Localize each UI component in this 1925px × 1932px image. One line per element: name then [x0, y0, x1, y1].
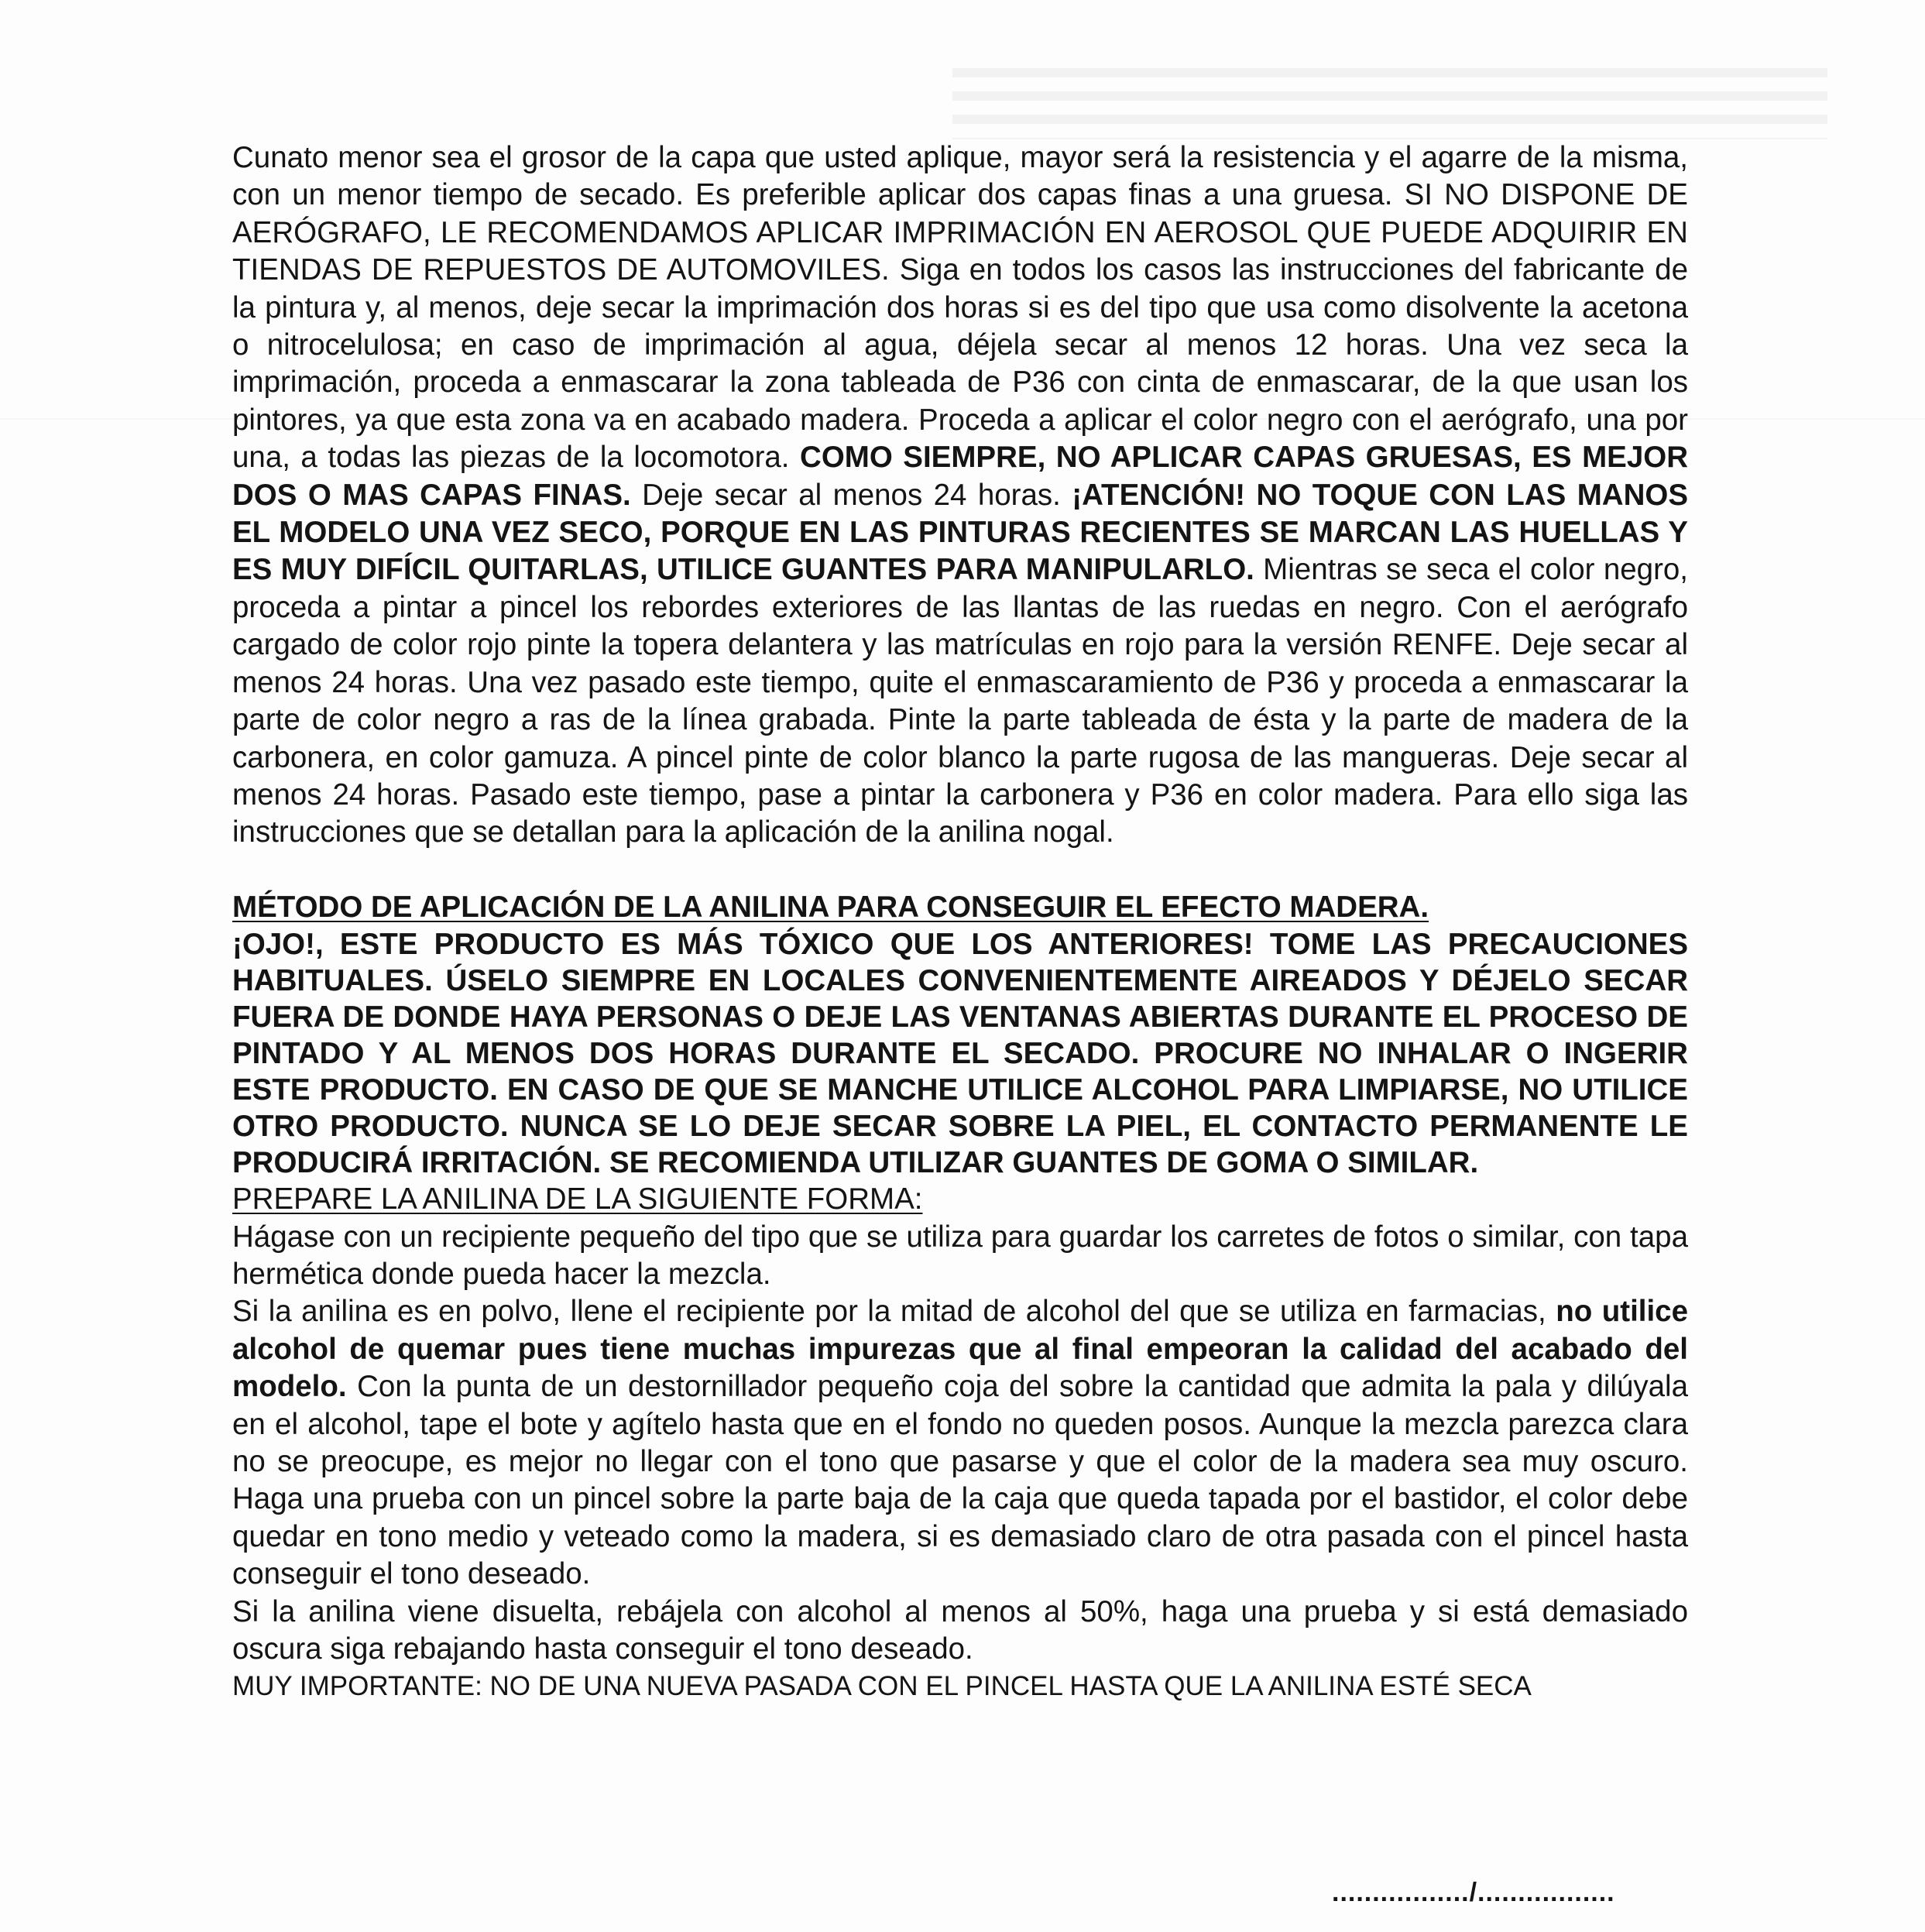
painting-instructions-paragraph [232, 139, 1688, 852]
important-note: MUY IMPORTANTE: NO DE UNA NUEVA PASADA CON EL PINCEL HASTA QUE LA ANILINA ESTÉ SECA [232, 1671, 1532, 1702]
instructions-text-1: Cunato menor sea el grosor de la capa que usted aplique, mayor será la resistencia y el agarre de la misma, con un menor tiempo de secado. Es preferible aplicar dos capas finas a una gruesa. SI NO DISPONE DE AERÓGRAFO, LE RECOMENDAMOS APLICAR IMPRIMACIÓN EN AEROSOL QUE PUEDE ADQUIRIR EN TIENDAS DE REPUESTOS DE AUTOMOVILES. Siga en todos los casos las instrucciones del fabricante de la pintura y, al menos, deje secar la imprimación dos horas si es del tipo que usa como disolvente la acetona o nitrocelulosa; en caso de imprimación al agua, déjela secar al menos 12 horas. Una vez seca la imprimación, proceda a enmascarar la zona tableada de P36 con cinta de enmascarar, de la que usan los pintores, ya que esta zona va en acabado madera. Proceda a aplicar el color negro con el aerógrafo, una por una, a todas las piezas de la locomotora. [232, 141, 1688, 475]
powder-aniline-paragraph [232, 1293, 1688, 1593]
prepare-heading [232, 1181, 1688, 1218]
bleed-through-texture [952, 54, 1827, 139]
instructions-text-2: Deje secar al menos 24 horas. [630, 478, 1072, 512]
toxicity-warning-text: ¡OJO!, ESTE PRODUCTO ES MÁS TÓXICO QUE LOS ANTERIORES! TOME LAS PRECAUCIONES HABITUALES. ÚSELO SIEMPRE EN LOCALES CONVENIENTEMENTE AIREADOS Y DÉJELO SECAR FUERA DE DONDE HAYA PERSONAS O DEJE LAS VENTANAS ABIERTAS DURANTE EL PROCESO DE PINTADO Y AL MENOS DOS HORAS DURANTE EL SECADO. PROCURE NO INHALAR O INGERIR ESTE PRODUCTO. EN CASO DE QUE SE MANCHE UTILICE ALCOHOL PARA LIMPIARSE, NO UTILICE OTRO PRODUCTO. NUNCA SE LO DEJE SECAR SOBRE LA PIEL, EL CONTACTO PERMANENTE LE PRODUCIRÁ IRRITACIÓN. SE RECOMIENDA UTILIZAR GUANTES DE GOMA O SIMILAR. [232, 928, 1688, 1180]
prepare-heading-text: PREPARE LA ANILINA DE LA SIGUIENTE FORMA: [232, 1182, 923, 1217]
powder-aniline-text-2: Con la punta de un destornillador pequeño coja del sobre la cantidad que admita la pala y dilúyala en el alcohol, tape el bote y agítelo hasta que en el fondo no queden posos. Aunque la mezcla parezca clara no se preocupe, es mejor no llegar con el tono que pasarse y que el color de la madera sea muy oscuro. Haga una prueba con un pincel sobre la parte baja de la caja que queda tapada por el bastidor, el color debe quedar en tono medio y veteado como la madera, si es demasiado claro de otra pasada con el pincel hasta conseguir el tono deseado. [232, 1370, 1688, 1591]
prepare-container-paragraph: Hágase con un recipiente pequeño del tipo que se utiliza para guardar los carretes de fotos o similar, con tapa hermética donde pueda hacer la mezcla. [232, 1220, 1688, 1291]
instructions-text-3: Mientras se seca el color negro, proceda a pintar a pincel los rebordes exteriores de las llantas de las ruedas en negro. Con el aerógrafo cargado de color rojo pinte la topera delantera y las matrículas en rojo para la versión RENFE. Deje secar al menos 24 horas. Una vez pasado este tiempo, quite el enmascaramiento de P36 y proceda a enmascarar la parte de color negro a ras de la línea grabada. Pinte la parte tableada de ésta y la parte de madera de la carbonera, en color gamuza. A pincel pinte de color blanco la parte rugosa de las mangueras. Deje secar al menos 24 horas. Pasado este tiempo, pase a pintar la carbonera y P36 en color madera. Para ello siga las instrucciones que se detallan para la aplicación de la anilina nogal. [232, 553, 1688, 849]
thin-coats-bold-note: COMO SIEMPRE, NO APLICAR CAPAS GRUESAS, ES MEJOR DOS O MAS CAPAS FINAS. [232, 441, 1689, 512]
powder-aniline-text-1: Si la anilina es en polvo, llene el recipiente por la mitad de alcohol del que se utiliza en farmacias, [232, 1295, 1556, 1329]
dissolved-aniline-paragraph: Si la anilina viene disuelta, rebájela con alcohol al menos al 50%, haga una prueba y si está demasiado oscura siga rebajando hasta conseguir el tono deseado. [232, 1594, 1688, 1666]
document-body [232, 139, 1688, 1706]
page-number-dots: ................./................. [1332, 1878, 1615, 1907]
method-heading-text: MÉTODO DE APLICACIÓN DE LA ANILINA PARA CONSEGUIR EL EFECTO MADERA. [232, 890, 1429, 924]
method-heading [232, 889, 1688, 926]
toxicity-warning [232, 926, 1688, 1181]
attention-bold-warning: ¡ATENCIÓN! NO TOQUE CON LAS MANOS EL MODELO UNA VEZ SECO, PORQUE EN LAS PINTURAS RECIENTES SE MARCAN LAS HUELLAS Y ES MUY DIFÍCIL QUITARLAS, UTILICE GUANTES PARA MANIPULARLO. [232, 478, 1688, 587]
paragraph-spacer [232, 852, 1688, 889]
burning-alcohol-bold-note: no utilice alcohol de quemar pues tiene muchas impurezas que al final empeoran la calidad del acabado del modelo. [232, 1295, 1688, 1404]
